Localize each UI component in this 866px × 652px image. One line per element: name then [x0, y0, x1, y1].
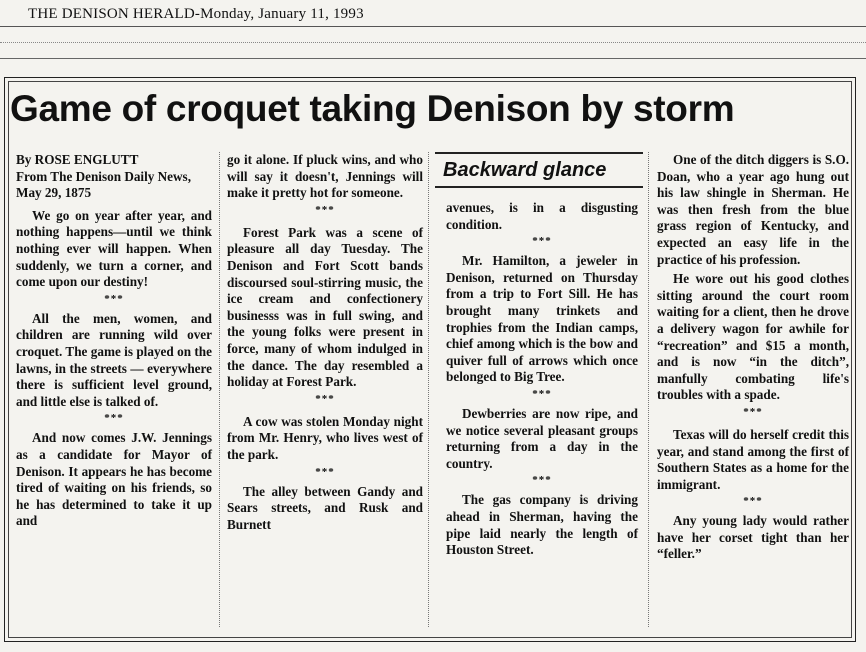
separator: *** — [532, 235, 552, 248]
column-4 — [657, 152, 849, 563]
paragraph: One of the ditch diggers is S.O. Doan, who a year ago hung out his law shingle in Sherman. He was then fresh from the blue grass region of Kentucky, and expected an easy life in the practice of his profession. — [657, 152, 849, 267]
column-2 — [227, 152, 423, 533]
top-rule — [0, 26, 866, 27]
paragraph: All the men, women, and children are running wild over croquet. The game is played on the lawns, in the streets — everywhere there is sufficient level ground, and little else is talked of. — [16, 310, 212, 409]
headline: Game of croquet taking Denison by storm — [10, 88, 735, 129]
paragraph: Mr. Hamilton, a jeweler in Denison, returned on Thursday from a trip to Fort Sill. He has brought many trinkets and trophies from the Indian camps, chief among which is the bow and quiver full of arrows which once belonged to Big Tree. — [446, 253, 638, 385]
paragraph: go it alone. If pluck wins, and who will say it doesn't, Jennings will make it pretty hot for someone. — [227, 152, 423, 201]
byline-block — [16, 152, 212, 202]
column-rule — [428, 152, 429, 627]
paragraph: Dewberries are now ripe, and we notice several pleasant groups returning from a day in the country. — [446, 405, 638, 471]
separator: *** — [743, 405, 763, 418]
paragraph: Texas will do herself credit this year, and stand among the first of Southern States as a home for the immigrant. — [657, 426, 849, 492]
separator: *** — [104, 412, 124, 425]
column-rule — [219, 152, 220, 627]
paragraph: The alley between Gandy and Sears streets, and Rusk and Burnett — [227, 483, 423, 532]
separator: *** — [104, 292, 124, 305]
byline: By ROSE ENGLUTT — [16, 152, 139, 167]
separator: *** — [315, 465, 335, 478]
column-3 — [446, 200, 638, 559]
paragraph: And now comes J.W. Jennings as a candidate for Mayor of Denison. It appears he has become tired of waiting on his friends, so he has determined to take it up and — [16, 430, 212, 529]
column-rule — [648, 152, 649, 627]
separator: *** — [743, 495, 763, 508]
paragraph: Forest Park was a scene of pleasure all day Tuesday. The Denison and Fort Scott bands discoursed soul-stirring music, the ice cream and confectionery businesss was in full swing, and the young folks were present in force, many of whom indulged in the dance. The day resembled a holiday at Forest Park. — [227, 224, 423, 390]
dateline: THE DENISON HERALD-Monday, January 11, 1993 — [28, 6, 364, 22]
source-line: From The Denison Daily News, May 29, 1875 — [16, 168, 191, 201]
bottom-rule — [0, 58, 866, 59]
separator: *** — [315, 392, 335, 405]
separator: *** — [532, 474, 552, 487]
kicker-box — [435, 152, 643, 188]
paragraph: Any young lady would rather have her corset tight than her “feller.” — [657, 513, 849, 562]
separator: *** — [532, 387, 552, 400]
separator: *** — [315, 203, 335, 216]
paragraph: He wore out his good clothes sitting around the court room waiting for a client, then he drove a delivery wagon for awhile for “recreation” and $15 a month, and is now “in the ditch”, manfully combating life's troubles with a spade. — [657, 271, 849, 403]
column-1 — [16, 152, 212, 530]
kicker: Backward glance — [443, 159, 607, 181]
paragraph: The gas company is driving ahead in Sherman, having the pipe laid nearly the length of Houston Street. — [446, 492, 638, 558]
paragraph: avenues, is in a disgusting condition. — [446, 200, 638, 232]
paragraph: We go on year after year, and nothing happens—until we think nothing ever will happen. When suddenly, we turn a corner, and come upon our destiny! — [16, 207, 212, 290]
paragraph: A cow was stolen Monday night from Mr. Henry, who lives west of the park. — [227, 413, 423, 462]
dotted-rule — [0, 42, 866, 43]
